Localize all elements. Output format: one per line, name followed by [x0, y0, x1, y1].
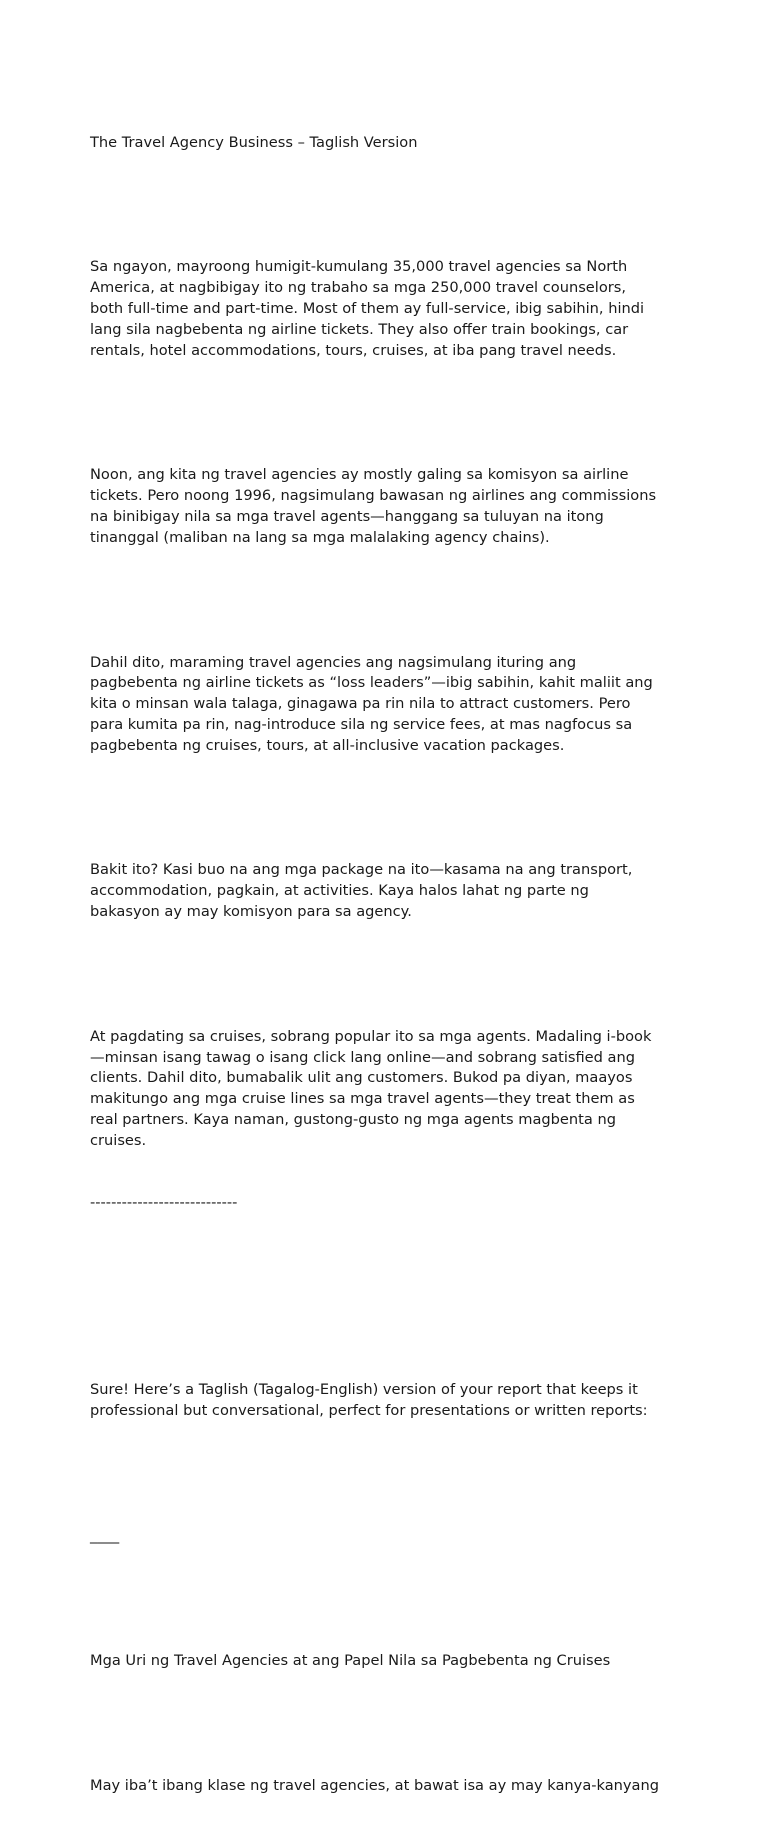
- paragraph-gap: [90, 403, 690, 424]
- paragraph-intro: Sa ngayon, mayroong humigit-kumulang 35,000 travel agencies sa North America, at nagbibigay ito ng trabaho sa mga 250,000 travel counselors, both full-time and part-time. Most of them ay full-service, ibig sabihin, hindi lang sila nagbebenta ng airline tickets. They also offer train bookings, car rentals, hotel accommodations, tours, cruises, at iba pang travel needs.: [90, 258, 645, 359]
- paragraph-gap: [90, 798, 690, 819]
- paragraph-packages: Bakit ito? Kasi buo na ang mga package na ito—kasama na ang transport, accommodation, pagkain, at activities. Kaya halos lahat ng parte ng bakasyon ay may komisyon para sa agency.: [90, 861, 633, 921]
- paragraph-gap: [90, 590, 690, 611]
- paragraph-commissions: Noon, ang kita ng travel agencies ay mostly galing sa komisyon sa airline tickets. Pero noong 1996, nagsimulang bawasan ng airlines ang commissions na binibigay nila sa mga travel agents—hanggang sa tuluyan na itong tinanggal (maliban na lang sa mga malalaking agency chains).: [90, 466, 657, 546]
- document-title: The Travel Agency Business – Taglish Version: [90, 133, 418, 151]
- paragraph-gap: [90, 1256, 690, 1277]
- paragraph-gap: [90, 1713, 690, 1734]
- section-heading: Mga Uri ng Travel Agencies at ang Papel Nila sa Pagbebenta ng Cruises: [90, 1651, 611, 1669]
- dash-separator: ----------------------------: [90, 1194, 238, 1212]
- paragraph-cruises: At pagdating sa cruises, sobrang popular ito sa mga agents. Madaling i-book —minsan isang tawag o isang click lang online—and sobrang satisfied ang clients. Dahil dito, bumabalik ulit ang customers. Bukod pa diyan, maayos makitungo ang mga cruise lines sa mga travel agents—they treat them as real partners. Kaya naman, gustong-gusto ng mga agents magbenta ng cruises.: [90, 1027, 652, 1149]
- paragraph-agency-types: May iba’t ibang klase ng travel agencies, at bawat isa ay may kanya-kanyang: [90, 1776, 660, 1794]
- paragraph-gap: [90, 1464, 690, 1485]
- paragraph-gap: [90, 1588, 690, 1609]
- document-body: [90, 91, 690, 1838]
- paragraph-gap: [90, 964, 690, 985]
- paragraph-loss-leaders: Dahil dito, maraming travel agencies ang nagsimulang ituring ang pagbebenta ng airline tickets as “loss leaders”—ibig sabihin, kahit maliit ang kita o minsan wala talaga, ginagawa pa rin nila to attract customers. Pero para kumita pa rin, nag-introduce sila ng service fees, at mas nagfocus sa pagbebenta ng cruises, tours, at all-inclusive vacation packages.: [90, 653, 653, 754]
- line-separator: ____: [90, 1526, 120, 1544]
- paragraph-gap: [90, 1318, 690, 1339]
- paragraph-taglish-note: Sure! Here’s a Taglish (Tagalog-English) version of your report that keeps it professional but conversational, perfect for presentations or written reports:: [90, 1381, 648, 1420]
- paragraph-gap: [90, 195, 690, 216]
